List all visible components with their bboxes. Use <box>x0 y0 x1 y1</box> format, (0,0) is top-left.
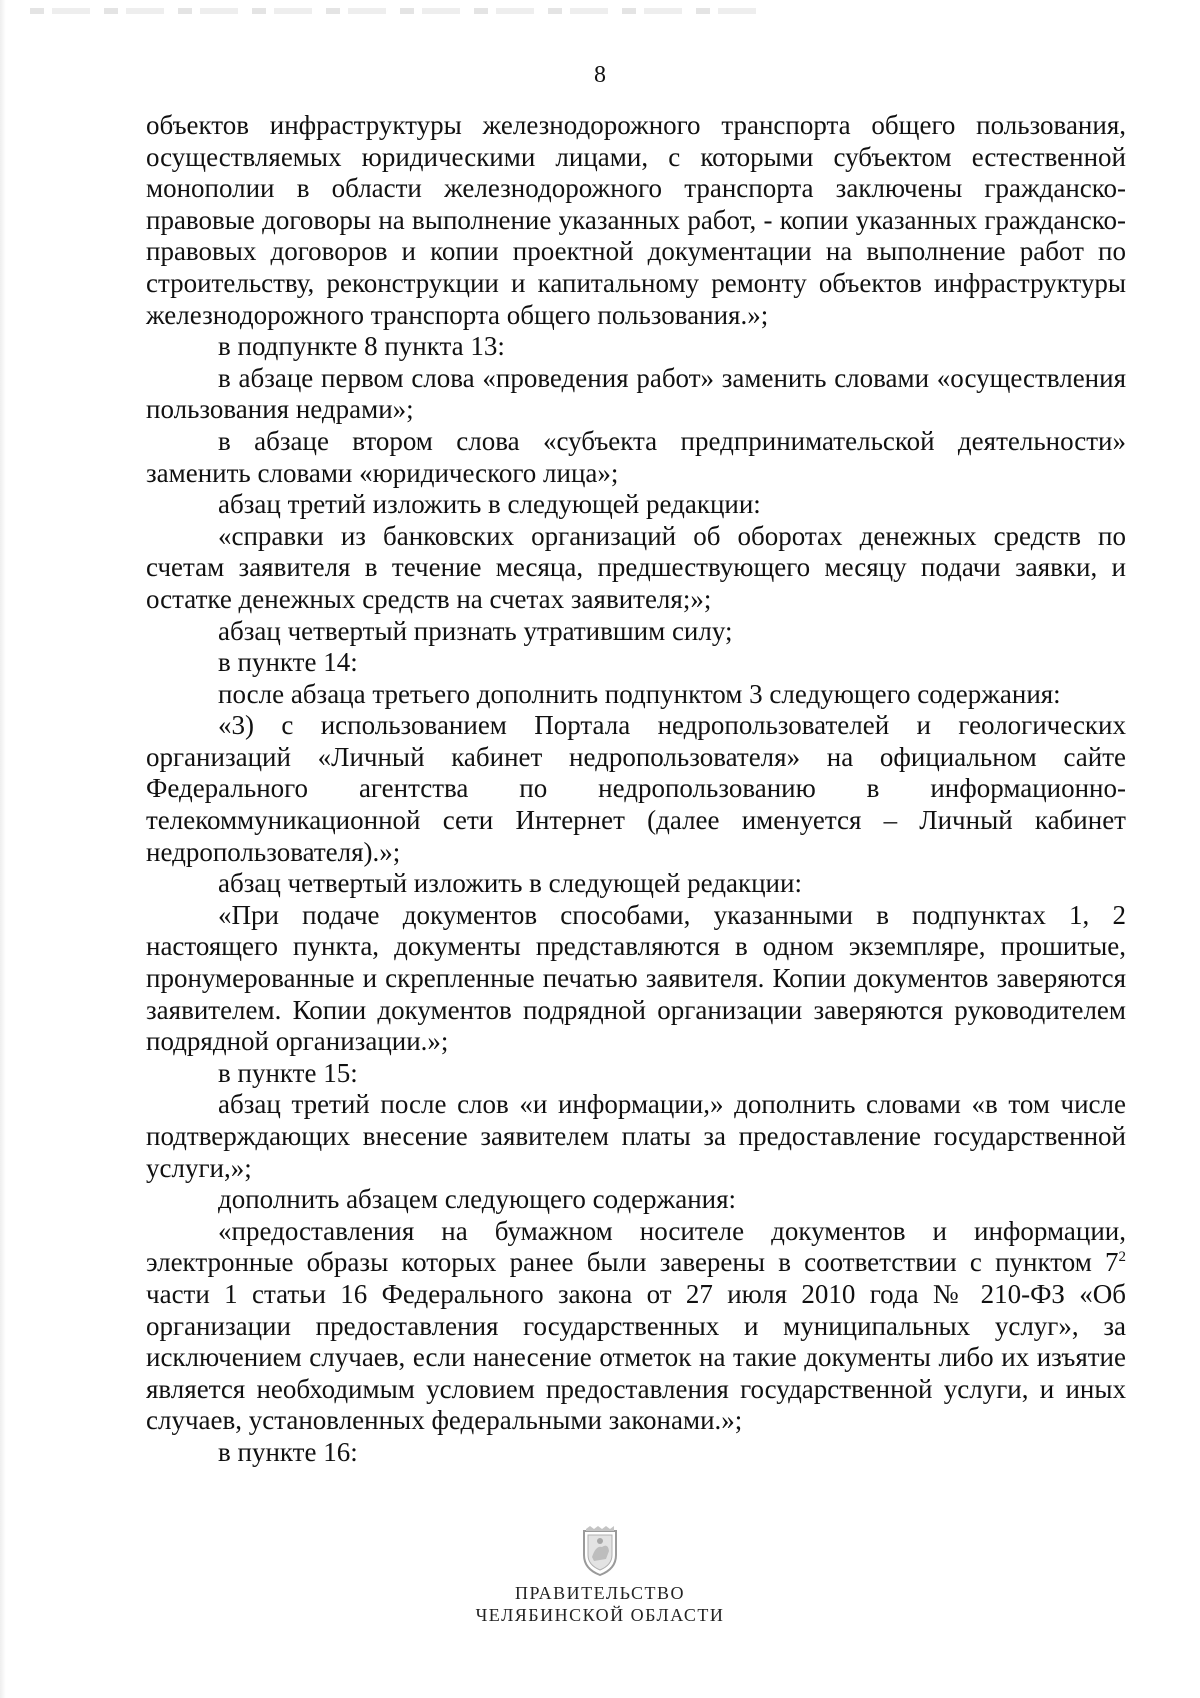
paragraph: в абзаце втором слова «субъекта предпринимательской деятельности» заменить словами «юридического лица»; <box>146 425 1126 488</box>
paragraph: абзац четвертый признать утратившим силу; <box>218 615 733 646</box>
paragraph-with-footnote <box>146 1216 1126 1437</box>
stamp-line-2: ЧЕЛЯБИНСКОЙ ОБЛАСТИ <box>475 1605 725 1625</box>
coat-of-arms-icon <box>578 1525 622 1577</box>
superscript: 2 <box>1118 1249 1126 1266</box>
scan-artifact <box>30 8 770 14</box>
paragraph: «3) с использованием Портала недропользователей и геологических организаций «Личный кабинет недропользователя» на официальном сайте Федерального агентства по недропользованию в информационно-телекоммуникационной сети Интернет (далее именуется – Личный кабинет недропользователя).»; <box>146 710 1126 867</box>
paragraph: абзац третий изложить в следующей редакции: <box>218 489 761 520</box>
paragraph-text: «предоставления на бумажном носителе документов и информации, электронные образы которых ранее были заверены в соответствии с пунктом 7 <box>146 1215 1126 1278</box>
page-number: 8 <box>594 62 606 88</box>
paragraph-text: части 1 статьи 16 Федерального закона от 27 июля 2010 года № 210-ФЗ «Об организации предоставления государственных и муниципальных услуг», за исключением случаев, если нанесение отметок на такие документы либо их изъятие является необходимым условием предоставления государственной услуги, и иных случаев, установленных федеральными законами.»; <box>146 1278 1126 1436</box>
paragraph: в пункте 15: <box>218 1057 358 1088</box>
scan-edge <box>0 0 6 1698</box>
stamp-line-1: ПРАВИТЕЛЬСТВО <box>514 1583 686 1603</box>
paragraph: объектов инфраструктуры железнодорожного транспорта общего пользования, осуществляемых юридическими лицами, с которыми субъектом естественной монополии в области железнодорожного транспорта заключены гражданско-правовые договоры на выполнение указанных работ, - копии указанных гражданско-правовых договоров и копии проектной документации на выполнение работ по строительству, реконструкции и капитальному ремонту объектов инфраструктуры железнодорожного транспорта общего пользования.»; <box>146 110 1126 330</box>
paragraph: абзац четвертый изложить в следующей редакции: <box>218 868 802 899</box>
paragraph: дополнить абзацем следующего содержания: <box>218 1184 737 1215</box>
paragraph: в подпункте 8 пункта 13: <box>218 331 505 362</box>
paragraph: абзац третий после слов «и информации,» дополнить словами «в том числе подтверждающих внесение заявителем платы за предоставление государственной услуги,»; <box>146 1089 1126 1183</box>
paragraph: «справки из банковских организаций об оборотах денежных средств по счетам заявителя в течение месяца, предшествующего месяцу подачи заявки, и остатке денежных средств на счетах заявителя;»; <box>146 520 1126 614</box>
paragraph: «При подаче документов способами, указанными в подпунктах 1, 2 настоящего пункта, документы представляются в одном экземпляре, прошитые, пронумерованные и скрепленные печатью заявителя. Копии документов заверяются заявителем. Копии документов подрядной организации заверяются руководителем подрядной организации.»; <box>146 899 1126 1057</box>
paragraph: в пункте 16: <box>218 1436 358 1467</box>
paragraph: в пункте 14: <box>218 647 358 678</box>
government-stamp <box>0 1525 1200 1626</box>
paragraph: после абзаца третьего дополнить подпунктом 3 следующего содержания: <box>218 678 1061 709</box>
document-body <box>146 110 1126 1469</box>
paragraph: в абзаце первом слова «проведения работ» заменить словами «осуществления пользования недрами»; <box>146 362 1126 425</box>
